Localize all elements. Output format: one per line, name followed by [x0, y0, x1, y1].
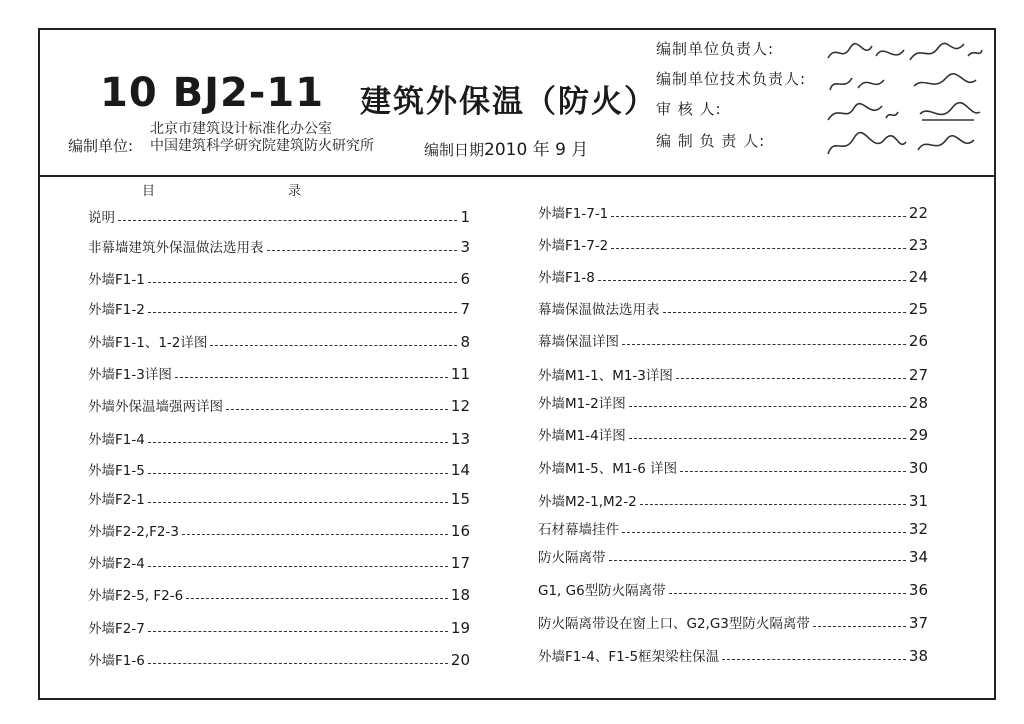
staff-label: 编 制 负 责 人:: [656, 132, 766, 150]
toc-entry-page: 11: [450, 365, 470, 383]
toc-entry: [88, 331, 470, 351]
toc-entry-page: 1: [460, 208, 470, 226]
toc-entry-page: 30: [908, 459, 928, 477]
toc-entry-page: 24: [908, 268, 928, 286]
toc-entry-page: 32: [908, 520, 928, 538]
toc-leader-line: [663, 312, 906, 313]
toc-leader-line: [148, 442, 448, 443]
toc-leader-line: [226, 409, 448, 410]
toc-entry: [88, 459, 470, 479]
toc-entry: [88, 488, 470, 508]
toc-entry-label: 外墙M1-2详图: [538, 396, 626, 412]
toc-entry-page: 16: [450, 522, 470, 540]
toc-entry: [88, 298, 470, 318]
staff-label: 审 核 人:: [656, 100, 722, 118]
toc-entry: [538, 546, 928, 566]
toc-entry: [88, 584, 470, 604]
toc-entry-label: 外墙F1-3详图: [88, 367, 172, 383]
toc-entry-label: 防火隔离带: [538, 550, 606, 566]
toc-entry: [88, 552, 470, 572]
toc-entry: [88, 428, 470, 448]
toc-leader-line: [186, 598, 448, 599]
toc-leader-line: [148, 502, 448, 503]
toc-entry: [538, 266, 928, 286]
unit-name-2: 中国建筑科学研究院建筑防火研究所: [150, 138, 374, 154]
toc-entry-label: 外墙F1-6: [88, 653, 145, 669]
toc-entry-label: 外墙F1-5: [88, 463, 145, 479]
toc-entry-page: 6: [460, 270, 470, 288]
toc-entry: [88, 268, 470, 288]
unit-label: 编制单位:: [68, 137, 134, 155]
toc-leader-line: [629, 438, 906, 439]
toc-entry-page: 37: [908, 614, 928, 632]
toc-entry-page: 31: [908, 492, 928, 510]
toc-leader-line: [680, 471, 906, 472]
toc-entry: [88, 649, 470, 669]
toc-leader-line: [267, 250, 458, 251]
toc-entry: [538, 579, 928, 599]
toc-leader-line: [148, 473, 448, 474]
toc-entry: [88, 617, 470, 637]
toc-entry: [538, 424, 928, 444]
toc-entry: [88, 236, 470, 256]
toc-entry-page: 19: [450, 619, 470, 637]
toc-entry-page: 34: [908, 548, 928, 566]
toc-leader-line: [611, 216, 906, 217]
toc-entry: [538, 645, 928, 665]
toc-entry-label: 石材幕墙挂件: [538, 522, 619, 538]
toc-entry-page: 18: [450, 586, 470, 604]
toc-entry-label: 外墙F1-1、1-2详图: [88, 335, 208, 351]
toc-entry: [88, 363, 470, 383]
toc-heading-left: 目: [142, 184, 156, 199]
unit-name-1: 北京市建筑设计标准化办公室: [150, 121, 332, 137]
toc-leader-line: [182, 534, 448, 535]
toc-entry-label: 外墙外保温墙强两详图: [88, 399, 223, 415]
toc-entry: [538, 330, 928, 350]
toc-leader-line: [622, 532, 906, 533]
toc-entry: [538, 364, 928, 384]
toc-entry-label: 外墙F1-4: [88, 432, 145, 448]
toc-entry-label: 外墙F1-4、F1-5框架梁柱保温: [538, 649, 720, 665]
toc-entry: [538, 518, 928, 538]
toc-entry-label: 外墙F2-1: [88, 492, 145, 508]
toc-entry: [538, 612, 928, 632]
toc-entry-page: 17: [450, 554, 470, 572]
toc-entry: [538, 298, 928, 318]
toc-entry-label: 外墙F2-7: [88, 621, 145, 637]
toc-leader-line: [210, 345, 457, 346]
toc-leader-line: [669, 593, 906, 594]
toc-entry-label: 外墙F1-2: [88, 302, 145, 318]
toc-entry-label: 外墙F1-7-1: [538, 206, 609, 222]
toc-entry: [88, 206, 470, 226]
toc-entry-label: 外墙F2-5, F2-6: [88, 588, 184, 604]
toc-entry-page: 13: [450, 430, 470, 448]
toc-entry-label: 幕墙保温做法选用表: [538, 302, 660, 318]
toc-entry: [88, 395, 470, 415]
toc-entry: [538, 490, 928, 510]
toc-entry-label: 外墙M1-5、M1-6 详图: [538, 461, 678, 477]
toc-entry-page: 15: [450, 490, 470, 508]
toc-leader-line: [598, 280, 906, 281]
toc-entry-label: 外墙F2-2,F2-3: [88, 524, 179, 540]
toc-entry-label: 防火隔离带设在窗上口、G2,G3型防火隔离带: [538, 616, 810, 632]
toc-leader-line: [148, 663, 448, 664]
toc-leader-line: [622, 344, 906, 345]
toc-entry-label: 外墙M2-1,M2-2: [538, 494, 637, 510]
toc-entry-label: 幕墙保温详图: [538, 334, 619, 350]
toc-leader-line: [611, 248, 906, 249]
toc-entry-page: 25: [908, 300, 928, 318]
toc-leader-line: [148, 282, 458, 283]
toc-leader-line: [722, 659, 906, 660]
toc-entry-page: 27: [908, 366, 928, 384]
toc-leader-line: [148, 566, 448, 567]
date-label: 编制日期: [424, 141, 485, 159]
toc-entry-page: 14: [450, 461, 470, 479]
toc-entry-label: 外墙F1-1: [88, 272, 145, 288]
toc-entry-page: 7: [460, 300, 470, 318]
toc-entry-page: 12: [450, 397, 470, 415]
toc-entry-page: 26: [908, 332, 928, 350]
staff-label: 编制单位技术负责人:: [656, 70, 807, 88]
toc-entry: [88, 520, 470, 540]
toc-entry-page: 20: [450, 651, 470, 669]
toc-entry: [538, 457, 928, 477]
toc-entry: [538, 392, 928, 412]
toc-leader-line: [148, 631, 448, 632]
toc-entry-page: 8: [460, 333, 470, 351]
toc-entry-page: 36: [908, 581, 928, 599]
toc-entry-label: 说明: [88, 210, 115, 226]
toc-entry-label: 外墙F2-4: [88, 556, 145, 572]
toc-leader-line: [640, 504, 906, 505]
toc-leader-line: [118, 220, 457, 221]
toc-entry-page: 29: [908, 426, 928, 444]
toc-heading-right: 录: [288, 184, 302, 199]
toc-entry: [538, 234, 928, 254]
toc-leader-line: [676, 378, 906, 379]
date-value: 2010 年 9 月: [484, 140, 589, 160]
toc-entry-page: 38: [908, 647, 928, 665]
toc-leader-line: [148, 312, 458, 313]
toc-entry: [538, 202, 928, 222]
toc-entry-page: 23: [908, 236, 928, 254]
atlas-code: 10 BJ2-11: [100, 70, 325, 116]
toc-leader-line: [813, 626, 906, 627]
toc-entry-label: 外墙M1-1、M1-3详图: [538, 368, 673, 384]
toc-leader-line: [175, 377, 448, 378]
toc-leader-line: [629, 406, 906, 407]
toc-entry-page: 3: [460, 238, 470, 256]
toc-entry-page: 22: [908, 204, 928, 222]
toc-entry-label: G1, G6型防火隔离带: [538, 583, 666, 599]
toc-entry-label: 外墙M1-4详图: [538, 428, 626, 444]
atlas-title: 建筑外保温（防火）: [360, 84, 657, 120]
toc-entry-label: 外墙F1-8: [538, 270, 595, 286]
toc-entry-page: 28: [908, 394, 928, 412]
toc-leader-line: [609, 560, 906, 561]
staff-label: 编制单位负责人:: [656, 40, 775, 58]
toc-entry-label: 非幕墙建筑外保温做法选用表: [88, 240, 264, 256]
toc-entry-label: 外墙F1-7-2: [538, 238, 609, 254]
